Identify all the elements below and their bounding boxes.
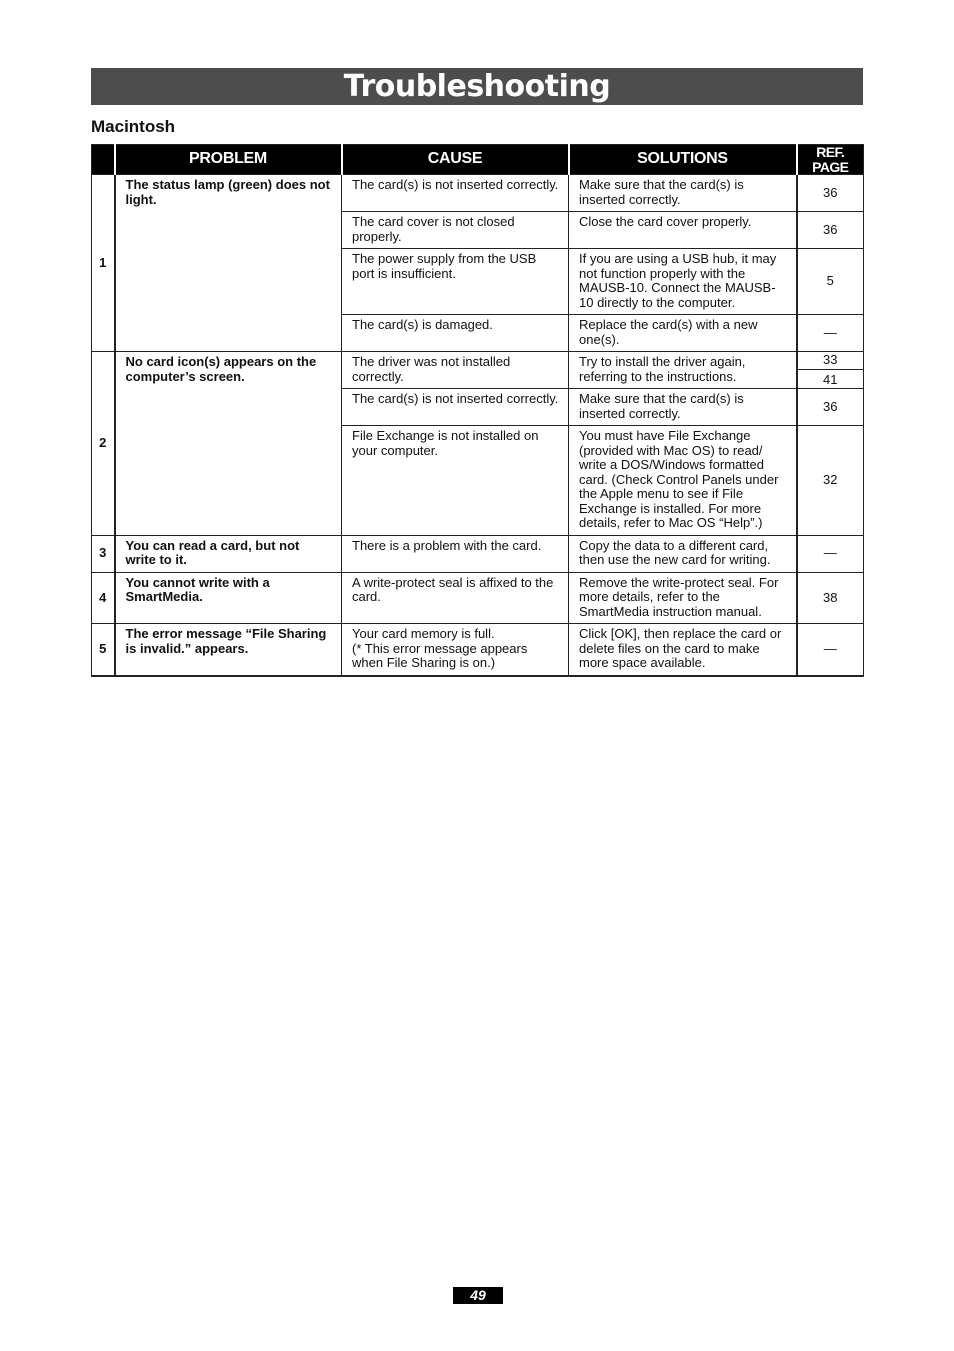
cause-cell: The driver was not installed correctly. (342, 352, 569, 389)
table-row (92, 352, 864, 389)
cause-cell: There is a problem with the card. (342, 535, 569, 572)
problem-column-header: PROBLEM (115, 145, 342, 175)
title-bar (91, 68, 863, 105)
ref-page-cell: — (797, 315, 864, 352)
page-number: 49 (453, 1287, 503, 1304)
cause-column-header: CAUSE (342, 145, 569, 175)
solution-cell: If you are using a USB hub, it may not function properly with the MAUSB-10. Connect the MAUSB-10 directly to the computer. (569, 249, 797, 315)
cause-cell (342, 624, 569, 676)
solution-cell: Replace the card(s) with a new one(s). (569, 315, 797, 352)
cause-cell: File Exchange is not installed on your computer. (342, 426, 569, 536)
solution-cell: Make sure that the card(s) is inserted correctly. (569, 175, 797, 212)
ref-page-cell: 38 (797, 572, 864, 624)
ref-page-cell: 36 (797, 389, 864, 426)
cause-cell: The card(s) is not inserted correctly. (342, 175, 569, 212)
problem-cell: No card icon(s) appears on the computer’s screen. (115, 352, 342, 536)
table-header-row (92, 145, 864, 175)
ref-page-cell: 36 (797, 175, 864, 212)
ref-page-cell (797, 352, 864, 389)
cause-cell: The power supply from the USB port is insufficient. (342, 249, 569, 315)
cause-cell: The card cover is not closed properly. (342, 212, 569, 249)
problem-cell: You cannot write with a SmartMedia. (115, 572, 342, 624)
problem-number: 3 (92, 535, 115, 572)
solution-cell: Make sure that the card(s) is inserted correctly. (569, 389, 797, 426)
solution-cell: Remove the write-protect seal. For more details, refer to the SmartMedia instruction manual. (569, 572, 797, 624)
ref-page-value: 33 (798, 352, 864, 370)
table-row (92, 572, 864, 624)
solution-cell: Click [OK], then replace the card or delete files on the card to make more space available. (569, 624, 797, 676)
ref-page-cell: — (797, 535, 864, 572)
ref-page-cell: 36 (797, 212, 864, 249)
number-column-header (92, 145, 115, 175)
solution-cell: Try to install the driver again, referring to the instructions. (569, 352, 797, 389)
ref-page-cell: 5 (797, 249, 864, 315)
ref-page-cell: — (797, 624, 864, 676)
ref-page-cell: 32 (797, 426, 864, 536)
solution-cell: Copy the data to a different card, then use the new card for writing. (569, 535, 797, 572)
cause-text: Your card memory is full. (352, 626, 495, 641)
page-title: Troubleshooting (343, 69, 611, 104)
cause-cell: The card(s) is damaged. (342, 315, 569, 352)
troubleshooting-table (91, 144, 864, 677)
ref-page-column-header: REF. PAGE (797, 145, 864, 175)
cause-cell: A write-protect seal is affixed to the card. (342, 572, 569, 624)
solution-cell: You must have File Exchange (provided with Mac OS) to read/ write a DOS/Windows formatted card. (Check Control Panels under the Apple menu to see if File Exchange is installed. For more details, refer to Mac OS “Help”.) (569, 426, 797, 536)
problem-cell: You can read a card, but not write to it. (115, 535, 342, 572)
cause-cell: The card(s) is not inserted correctly. (342, 389, 569, 426)
solution-cell: Close the card cover properly. (569, 212, 797, 249)
section-heading: Macintosh (91, 117, 176, 136)
solutions-column-header: SOLUTIONS (569, 145, 797, 175)
table-row (92, 175, 864, 212)
problem-number: 2 (92, 352, 115, 536)
table-row (92, 535, 864, 572)
ref-page-value: 41 (823, 372, 838, 387)
problem-number: 4 (92, 572, 115, 624)
problem-cell: The error message “File Sharing is invalid.” appears. (115, 624, 342, 676)
problem-cell: The status lamp (green) does not light. (115, 175, 342, 352)
table-row (92, 624, 864, 676)
problem-number: 5 (92, 624, 115, 676)
cause-note: (* This error message appears when File Sharing is on.) (352, 640, 528, 670)
problem-number: 1 (92, 175, 115, 352)
